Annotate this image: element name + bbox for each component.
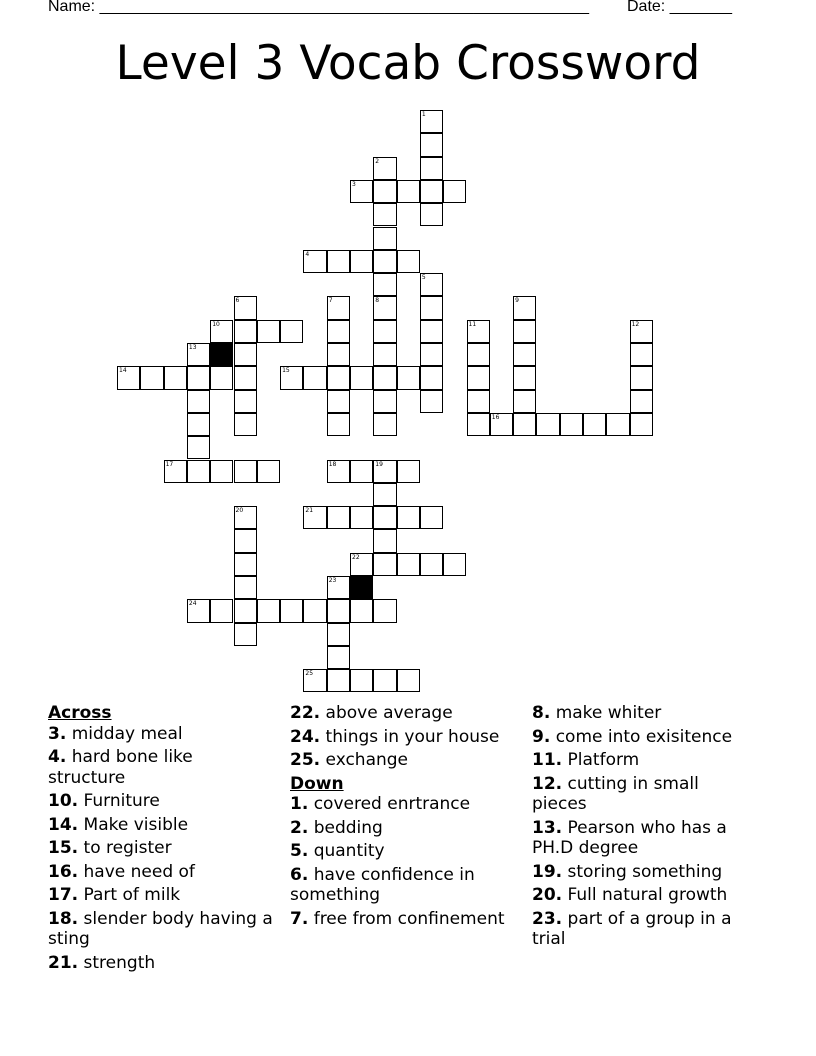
across-heading: Across (48, 703, 112, 723)
grid-cell[interactable] (350, 366, 373, 389)
clue-down-7: 7. free from confinement (290, 908, 505, 929)
grid-cell[interactable] (420, 506, 443, 529)
grid-cell[interactable] (234, 576, 257, 599)
grid-cell[interactable] (257, 320, 280, 343)
grid-number: 6 (235, 297, 240, 305)
grid-number: 10 (212, 320, 220, 328)
grid-cell[interactable] (397, 180, 420, 203)
grid-number: 19 (375, 460, 383, 468)
grid-cell[interactable] (327, 669, 350, 692)
grid-cell[interactable] (187, 460, 210, 483)
grid-cell[interactable] (327, 366, 350, 389)
grid-cell[interactable] (327, 599, 350, 622)
grid-number: 7 (328, 297, 333, 305)
clue-down-11: 11. Platform (532, 750, 640, 770)
clue-column-2 (290, 703, 520, 932)
clue-across-21: 21. strength (48, 952, 156, 973)
grid-cell[interactable] (373, 250, 396, 273)
grid-cell[interactable] (234, 343, 257, 366)
clue-down-1: 1. covered enrtrance (290, 794, 471, 814)
grid-cell[interactable] (350, 669, 373, 692)
grid-cell[interactable] (234, 623, 257, 646)
grid-cell[interactable] (187, 413, 210, 436)
grid-number: 12 (631, 320, 640, 328)
grid-number: 25 (305, 670, 314, 678)
page-title: Level 3 Vocab Crossword (115, 36, 701, 91)
grid-cell[interactable] (420, 343, 443, 366)
clue-across-4: 4. hard bone like structure (48, 747, 193, 788)
grid-cell[interactable] (234, 599, 257, 622)
grid-cell[interactable] (420, 157, 443, 180)
grid-cell[interactable] (350, 460, 373, 483)
grid-number: 20 (235, 507, 244, 515)
grid-cell[interactable] (303, 599, 326, 622)
grid-cell[interactable] (630, 390, 653, 413)
grid-cell[interactable] (187, 366, 210, 389)
grid-cell[interactable] (257, 460, 280, 483)
grid-cell[interactable] (280, 599, 303, 622)
clue-down-12: 12. cutting in small pieces (532, 773, 699, 814)
grid-cell[interactable] (210, 460, 233, 483)
grid-cell[interactable] (140, 366, 163, 389)
clue-across-25: 25. exchange (290, 750, 409, 770)
grid-cell[interactable] (303, 366, 326, 389)
grid-cell[interactable] (420, 133, 443, 156)
grid-cell[interactable] (373, 180, 396, 203)
grid-cell[interactable] (420, 180, 443, 203)
grid-cell[interactable] (210, 599, 233, 622)
grid-cell[interactable] (397, 669, 420, 692)
clue-across-17: 17. Part of milk (48, 885, 181, 905)
grid-number: 14 (119, 367, 127, 375)
grid-cell[interactable] (234, 460, 257, 483)
grid-number: 9 (515, 297, 519, 305)
clue-across-15: 15. to register (48, 838, 172, 858)
down-heading: Down (290, 773, 344, 794)
clue-down-2: 2. bedding (290, 817, 383, 838)
grid-cell[interactable] (606, 413, 629, 436)
grid-cell[interactable] (467, 343, 490, 366)
grid-cell[interactable] (373, 669, 396, 692)
grid-cell[interactable] (187, 390, 210, 413)
grid-cell[interactable] (373, 483, 396, 506)
grid-cell[interactable] (420, 203, 443, 226)
grid-cell[interactable] (397, 366, 420, 389)
grid-cell[interactable] (373, 203, 396, 226)
clue-down-5: 5. quantity (290, 841, 385, 861)
grid-number: 8 (375, 297, 380, 305)
clue-column-3 (532, 703, 757, 953)
grid-number: 11 (468, 320, 477, 328)
grid-cell[interactable] (373, 506, 396, 529)
grid-cell[interactable] (397, 553, 420, 576)
grid-cell[interactable] (513, 343, 536, 366)
grid-cell[interactable] (397, 460, 420, 483)
grid-number: 4 (305, 250, 310, 258)
grid-cell[interactable] (397, 250, 420, 273)
grid-cell[interactable] (210, 366, 233, 389)
grid-number: 1 (421, 111, 426, 118)
grid-cell[interactable] (630, 343, 653, 366)
grid-cell[interactable] (164, 366, 187, 389)
grid-cell[interactable] (373, 320, 396, 343)
name-label: Name: (48, 0, 96, 15)
grid-cell[interactable] (420, 390, 443, 413)
grid-cell[interactable] (234, 413, 257, 436)
grid-cell[interactable] (583, 413, 606, 436)
grid-cell[interactable] (373, 599, 396, 622)
grid-cell[interactable] (467, 390, 490, 413)
clue-down-20: 20. Full natural growth (532, 885, 728, 905)
grid-cell[interactable] (350, 250, 373, 273)
grid-cell[interactable] (234, 366, 257, 389)
clue-across-24: 24. things in your house (290, 726, 500, 747)
grid-cell[interactable] (257, 599, 280, 622)
grid-cell[interactable] (280, 320, 303, 343)
grid-cell[interactable] (350, 599, 373, 622)
grid-number: 2 (375, 157, 380, 165)
name-line[interactable]: _______________________________________________________ (99, 0, 589, 15)
grid-block (350, 576, 373, 599)
grid-number: 5 (421, 274, 426, 282)
grid-cell[interactable] (327, 390, 350, 413)
grid-cell[interactable] (234, 553, 257, 576)
grid-cell[interactable] (327, 343, 350, 366)
grid-cell[interactable] (560, 413, 583, 436)
grid-number: 18 (328, 460, 337, 468)
grid-cell[interactable] (513, 366, 536, 389)
grid-block (210, 343, 233, 366)
grid-cell[interactable] (373, 343, 396, 366)
grid-cell[interactable] (420, 296, 443, 319)
clue-across-18: 18. slender body having a sting (48, 908, 273, 949)
grid-cell[interactable] (420, 320, 443, 343)
clue-down-6: 6. have confidence in something (290, 864, 475, 905)
date-line[interactable]: _______ (669, 0, 732, 15)
grid-cell[interactable] (420, 553, 443, 576)
clue-across-10: 10. Furniture (48, 791, 160, 811)
grid-cell[interactable] (327, 320, 350, 343)
grid-cell[interactable] (373, 227, 396, 250)
grid-number: 21 (305, 507, 314, 515)
grid-cell[interactable] (327, 250, 350, 273)
grid-number: 13 (188, 344, 197, 351)
grid-cell[interactable] (373, 273, 396, 296)
grid-cell[interactable] (187, 436, 210, 459)
grid-cell[interactable] (373, 390, 396, 413)
clue-down-8: 8. make whiter (532, 703, 662, 723)
grid-cell[interactable] (373, 553, 396, 576)
grid-number: 17 (165, 460, 174, 468)
grid-cell[interactable] (373, 529, 396, 552)
grid-cell[interactable] (327, 413, 350, 436)
grid-cell[interactable] (467, 413, 490, 436)
grid-cell[interactable] (327, 623, 350, 646)
grid-cell[interactable] (234, 529, 257, 552)
grid-number: 15 (282, 367, 290, 375)
grid-cell[interactable] (397, 506, 420, 529)
grid-cell[interactable] (420, 366, 443, 389)
grid-cell[interactable] (513, 413, 536, 436)
grid-cell[interactable] (373, 413, 396, 436)
grid-cell[interactable] (350, 506, 373, 529)
grid-cell[interactable] (467, 366, 490, 389)
grid-cell[interactable] (630, 413, 653, 436)
clue-across-3: 3. midday meal (48, 723, 183, 744)
date-label: Date: (627, 0, 666, 15)
grid-cell[interactable] (373, 366, 396, 389)
grid-cell[interactable] (234, 320, 257, 343)
grid-number: 24 (188, 600, 197, 608)
clue-down-23: 23. part of a group in a trial (532, 908, 732, 949)
clue-column-1 (48, 703, 273, 976)
grid-cell[interactable] (443, 180, 466, 203)
grid-number: 16 (491, 413, 500, 421)
clue-across-22: 22. above average (290, 703, 453, 723)
grid-cell[interactable] (443, 553, 466, 576)
grid-cell[interactable] (513, 320, 536, 343)
clue-across-16: 16. have need of (48, 861, 195, 882)
grid-number: 23 (328, 577, 337, 584)
clue-down-19: 19. storing something (532, 861, 723, 882)
grid-cell[interactable] (327, 506, 350, 529)
grid-cell[interactable] (513, 390, 536, 413)
grid-cell[interactable] (536, 413, 559, 436)
clue-down-9: 9. come into exisitence (532, 726, 733, 747)
grid-number: 3 (352, 180, 356, 188)
grid-cell[interactable] (234, 390, 257, 413)
clue-across-14: 14. Make visible (48, 814, 189, 835)
grid-cell[interactable] (327, 646, 350, 669)
clue-down-13: 13. Pearson who has a PH.D degree (532, 817, 727, 858)
grid-cell[interactable] (630, 366, 653, 389)
grid-number: 22 (352, 553, 360, 561)
